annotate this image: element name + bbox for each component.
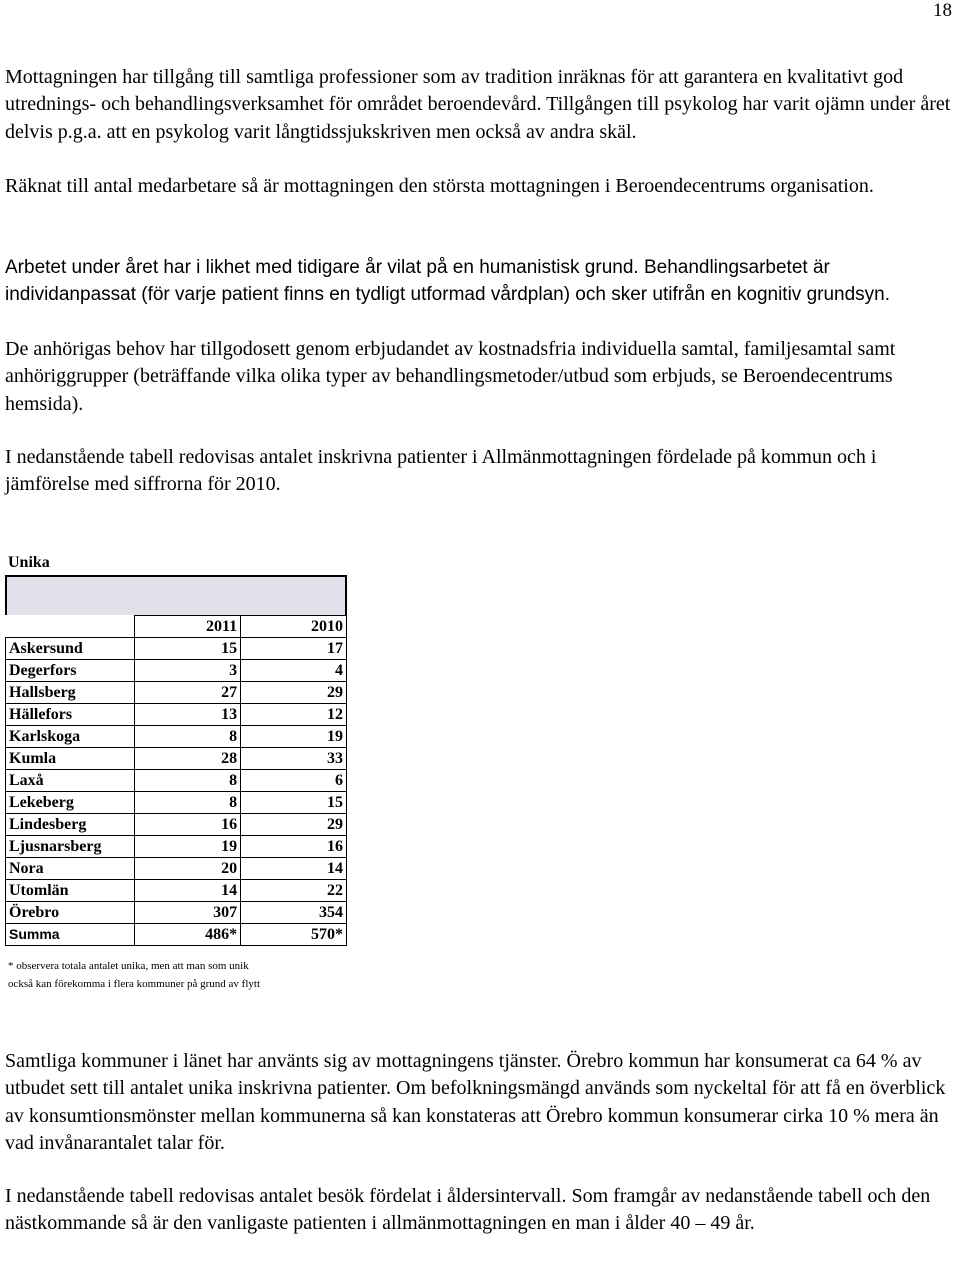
value-2011-cell: 307 [135,902,241,924]
municipality-cell: Utomlän [6,880,135,902]
value-2011-cell: 14 [135,880,241,902]
sum-label-cell: Summa [6,924,135,946]
column-header-2010: 2010 [241,616,347,638]
paragraph-age-intervals: I nedanstående tabell redovisas antalet besök fördelat i åldersintervall. Som framgår av nedanstående tabell och den nästkommande så är den vanligaste patienten i allmänmottagningen en man i ålder 40 – 49 år. [5,1185,931,1235]
table-footnote-line2: också kan förekomma i flera kommuner på grund av flytt [8,978,261,990]
value-2011-cell: 8 [135,770,241,792]
municipality-cell: Lekeberg [6,792,135,814]
municipality-cell: Hällefors [6,704,135,726]
table-row [6,836,347,858]
value-2011-cell: 28 [135,748,241,770]
paragraph-professions: Mottagningen har tillgång till samtliga professioner som av tradition inräknas för att garantera en kvalitativt god utrednings- och behandlingsverksamhet för området beroendevård. Tillgången till psykolog har varit ojämn under året delvis p.g.a. att en psykolog varit långtidssjukskriven men också av andra skäl. [5,66,951,143]
table-row [6,726,347,748]
value-2011-cell: 15 [135,638,241,660]
table-row [6,638,347,660]
table-row [6,792,347,814]
value-2011-cell: 8 [135,792,241,814]
table-header-band [5,575,347,615]
table-row [6,770,347,792]
value-2010-cell: 6 [241,770,347,792]
column-header-2011: 2011 [135,616,241,638]
municipality-cell: Askersund [6,638,135,660]
table-sum-row [6,924,347,946]
value-2010-cell: 15 [241,792,347,814]
value-2011-cell: 13 [135,704,241,726]
table-row [6,814,347,836]
value-2010-cell: 354 [241,902,347,924]
table-row [6,880,347,902]
value-2010-cell: 29 [241,814,347,836]
municipality-cell: Degerfors [6,660,135,682]
table-row [6,682,347,704]
municipality-cell: Laxå [6,770,135,792]
paragraph-humanistic-ground: Arbetet under året har i likhet med tidigare år vilat på en humanistisk grund. Behandlingsarbetet är individanpassat (för varje patient finns en tydligt utformad vårdplan) och sker utifrån en kognitiv grundsyn. [5,257,891,306]
value-2011-cell: 16 [135,814,241,836]
municipality-cell: Nora [6,858,135,880]
table-row [6,902,347,924]
value-2010-cell: 29 [241,682,347,704]
value-2011-cell: 19 [135,836,241,858]
municipality-cell: Karlskoga [6,726,135,748]
table-caption: Unika [8,554,50,571]
paragraph-table-intro: I nedanstående tabell redovisas antalet inskrivna patienter i Allmänmottagningen fördelade på kommun och i jämförelse med siffrorna för 2010. [5,446,877,496]
table-footnote-line1: * observera totala antalet unika, men att man som unik [8,960,249,972]
page-number: 18 [933,0,952,21]
municipality-cell: Ljusnarsberg [6,836,135,858]
municipality-cell: Kumla [6,748,135,770]
value-2010-cell: 17 [241,638,347,660]
table-header-row [6,616,347,638]
paragraph-relatives-needs: De anhörigas behov har tillgodosett genom erbjudandet av kostnadsfria individuella samtal, familjesamtal samt anhöriggrupper (beträffande vilka olika typer av behandlingsmetoder/utbud som erbjuds, se Beroendecentrums hemsida). [5,338,896,415]
sum-2010-cell: 570* [241,924,347,946]
value-2011-cell: 20 [135,858,241,880]
value-2011-cell: 8 [135,726,241,748]
paragraph-largest-clinic: Räknat till antal medarbetare så är mottagningen den största mottagningen i Beroendecentrums organisation. [5,175,874,197]
paragraph-consumption: Samtliga kommuner i länet har använts sig av mottagningens tjänster. Örebro kommun har konsumerat ca 64 % av utbudet sett till antalet unika inskrivna patienter. Om befolkningsmängd används som nyckeltal för att få en överblick av konsumtionsmönster mellan kommunerna så kan konstateras att Örebro kommun konsumerar cirka 10 % mera än vad invånarantalet talar för. [5,1050,946,1155]
value-2010-cell: 12 [241,704,347,726]
table-row [6,660,347,682]
table-corner-cell [6,616,135,638]
table-row [6,748,347,770]
value-2010-cell: 19 [241,726,347,748]
sum-2011-cell: 486* [135,924,241,946]
municipality-cell: Örebro [6,902,135,924]
value-2010-cell: 4 [241,660,347,682]
value-2010-cell: 22 [241,880,347,902]
table-row [6,704,347,726]
value-2010-cell: 14 [241,858,347,880]
municipality-cell: Hallsberg [6,682,135,704]
value-2010-cell: 16 [241,836,347,858]
patients-by-municipality-table [5,575,347,946]
value-2011-cell: 27 [135,682,241,704]
value-2010-cell: 33 [241,748,347,770]
table-row [6,858,347,880]
value-2011-cell: 3 [135,660,241,682]
municipality-cell: Lindesberg [6,814,135,836]
